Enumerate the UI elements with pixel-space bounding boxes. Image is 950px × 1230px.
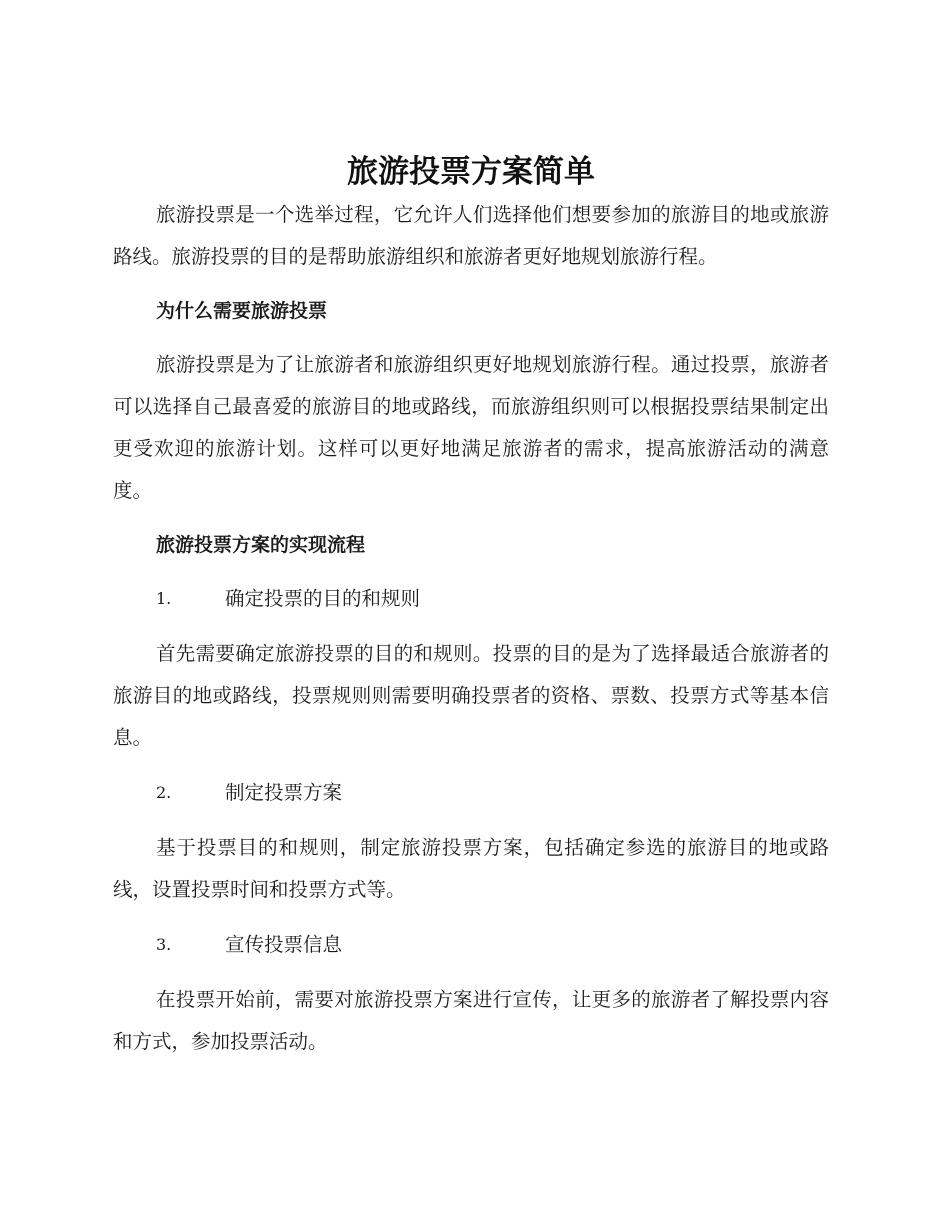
intro-paragraph: 旅游投票是一个选举过程，它允许人们选择他们想要参加的旅游目的地或旅游路线。旅游投票的目的是帮助旅游组织和旅游者更好地规划旅游行程。	[113, 203, 829, 268]
step-label: 宣传投票信息	[225, 933, 343, 956]
why-paragraph: 旅游投票是为了让旅游者和旅游组织更好地规划旅游行程。通过投票，旅游者可以选择自己最喜爱的旅游目的地或路线，而旅游组织则可以根据投票结果制定出更受欢迎的旅游计划。这样可以更好地满足旅游者的需求，提高旅游活动的满意度。	[113, 353, 829, 502]
step-item-3	[113, 924, 829, 966]
step-label: 制定投票方案	[225, 781, 343, 804]
step-paragraph-2: 基于投票目的和规则，制定旅游投票方案，包括确定参选的旅游目的地或路线，设置投票时间和投票方式等。	[113, 836, 829, 901]
step-paragraph-1: 首先需要确定旅游投票的目的和规则。投票的目的是为了选择最适合旅游者的旅游目的地或路线，投票规则则需要明确投票者的资格、票数、投票方式等基本信息。	[113, 642, 829, 749]
step-item-1	[113, 578, 829, 620]
step-number: 3.	[156, 935, 172, 954]
step-number: 1.	[156, 589, 172, 608]
section-heading-why: 为什么需要旅游投票	[156, 300, 328, 322]
step-item-2	[113, 772, 829, 814]
section-heading-process: 旅游投票方案的实现流程	[156, 534, 366, 556]
step-paragraph-3: 在投票开始前，需要对旅游投票方案进行宣传，让更多的旅游者了解投票内容和方式，参加投票活动。	[113, 988, 829, 1053]
document-title: 旅游投票方案简单	[347, 154, 595, 190]
step-label: 确定投票的目的和规则	[225, 587, 421, 610]
step-number: 2.	[156, 783, 172, 802]
document-page	[113, 150, 829, 1063]
